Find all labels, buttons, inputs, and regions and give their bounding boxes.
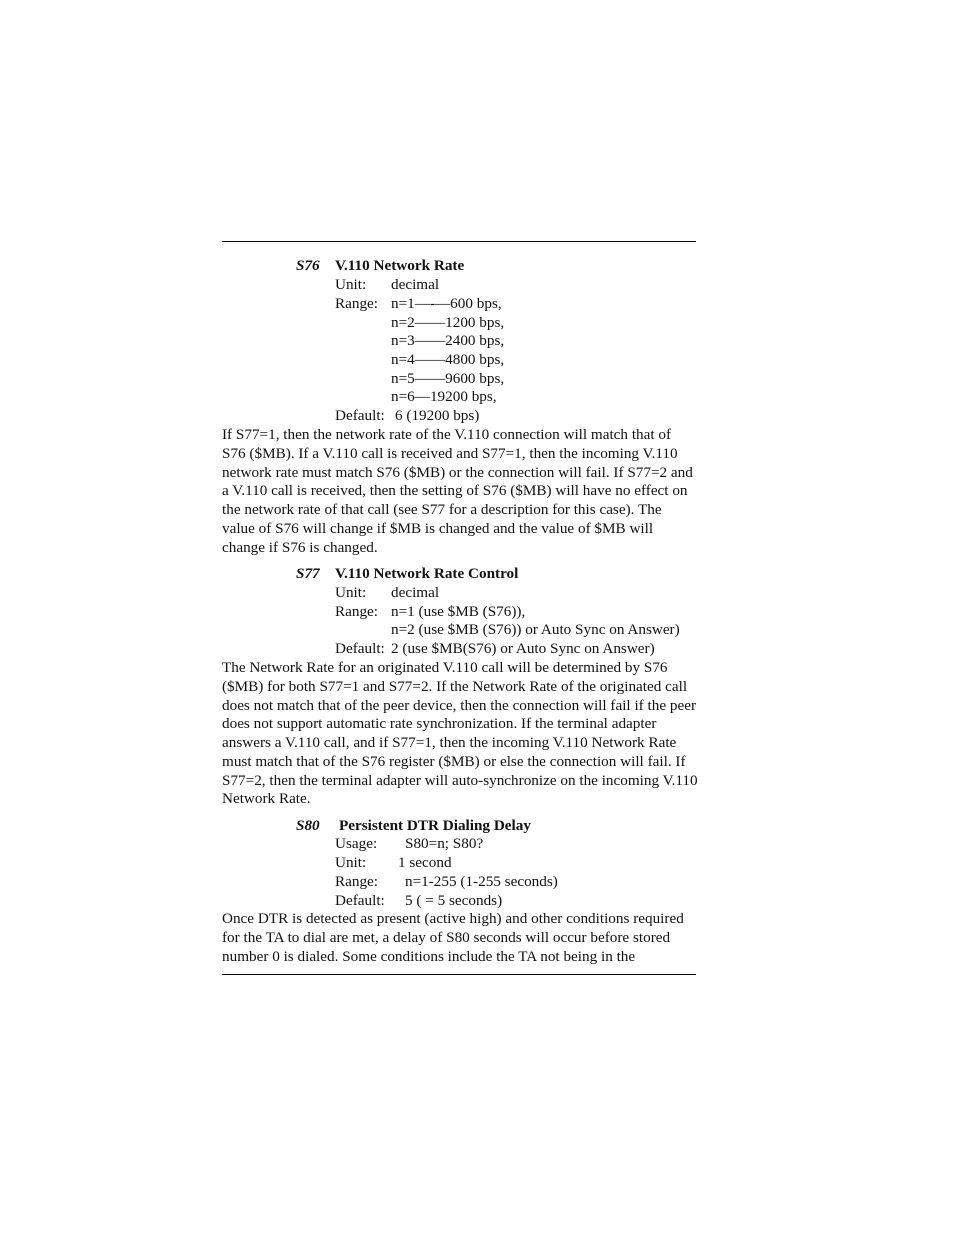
s77-range-value: n=2 (use $MB (S76)) or Auto Sync on Answer) bbox=[391, 621, 680, 638]
s80-range-value: n=1-255 (1-255 seconds) bbox=[405, 873, 558, 890]
s76-unit-value: decimal bbox=[391, 276, 440, 293]
s80-range-label: Range: bbox=[335, 873, 379, 890]
s77-range-value: n=1 (use $MB (S76)), bbox=[391, 603, 526, 620]
s80-usage-value: S80=n; S80? bbox=[405, 835, 484, 852]
s76-register: S76 bbox=[296, 257, 320, 274]
s77-default-value: 2 (use $MB(S76) or Auto Sync on Answer) bbox=[391, 640, 655, 657]
s80-default-value: 5 ( = 5 seconds) bbox=[405, 892, 503, 909]
s76-default-value: 6 (19200 bps) bbox=[395, 407, 480, 424]
s76-range-value: n=1—-—600 bps, bbox=[391, 295, 502, 312]
s80-unit-label: Unit: bbox=[335, 854, 367, 871]
s77-description: The Network Rate for an originated V.110 call will be determined by S76 ($MB) for both S77=1 and S77=2. If the Network Rate of the originated call does not match that of the peer device, then the connection will fail if the peer does not support automatic rate synchronization. If the terminal adapter answers a V.110 call, and if S77=1, then the incoming V.110 Network Rate must match that of the S76 register ($MB) or else the connection will fail. If S77=2, then the terminal adapter will auto-synchronize on the incoming V.110 Network Rate. bbox=[222, 659, 698, 808]
s76-unit-label: Unit: bbox=[335, 276, 367, 293]
s76-range-label: Range: bbox=[335, 295, 379, 312]
s80-unit-value: 1 second bbox=[398, 854, 452, 871]
s80-description: Once DTR is detected as present (active high) and other conditions required for the TA to dial are met, a delay of S80 seconds will occur before stored number 0 is dialed. Some conditions include the TA not being in the bbox=[222, 910, 684, 965]
s80-register: S80 bbox=[296, 817, 320, 834]
s77-default-label: Default: bbox=[335, 640, 385, 657]
s77-register: S77 bbox=[296, 565, 320, 582]
s76-title: V.110 Network Rate bbox=[335, 257, 465, 274]
s76-range-value: n=2——1200 bps, bbox=[391, 314, 505, 331]
s76-default-label: Default: bbox=[335, 407, 385, 424]
s80-title: Persistent DTR Dialing Delay bbox=[339, 817, 531, 834]
top-rule bbox=[222, 241, 696, 242]
s80-default-label: Default: bbox=[335, 892, 385, 909]
s77-unit-value: decimal bbox=[391, 584, 440, 601]
s77-title: V.110 Network Rate Control bbox=[335, 565, 519, 582]
s76-range-value: n=4——4800 bps, bbox=[391, 351, 505, 368]
bottom-rule bbox=[222, 974, 696, 975]
s80-usage-label: Usage: bbox=[335, 835, 378, 852]
s77-unit-label: Unit: bbox=[335, 584, 367, 601]
s76-range-value: n=6—19200 bps, bbox=[391, 388, 497, 405]
s77-range-label: Range: bbox=[335, 603, 379, 620]
s76-description: If S77=1, then the network rate of the V.110 connection will match that of S76 ($MB). If a V.110 call is received and S77=1, then the incoming V.110 network rate must match S76 ($MB) or the connection will fail. If S77=2 and a V.110 call is received, then the setting of S76 ($MB) will have no effect on the network rate of that call (see S77 for a description for this case). The value of S76 will change if $MB is changed and the value of $MB will change if S76 is changed. bbox=[222, 426, 693, 556]
s76-range-value: n=5——9600 bps, bbox=[391, 370, 505, 387]
s76-range-value: n=3——2400 bps, bbox=[391, 332, 505, 349]
